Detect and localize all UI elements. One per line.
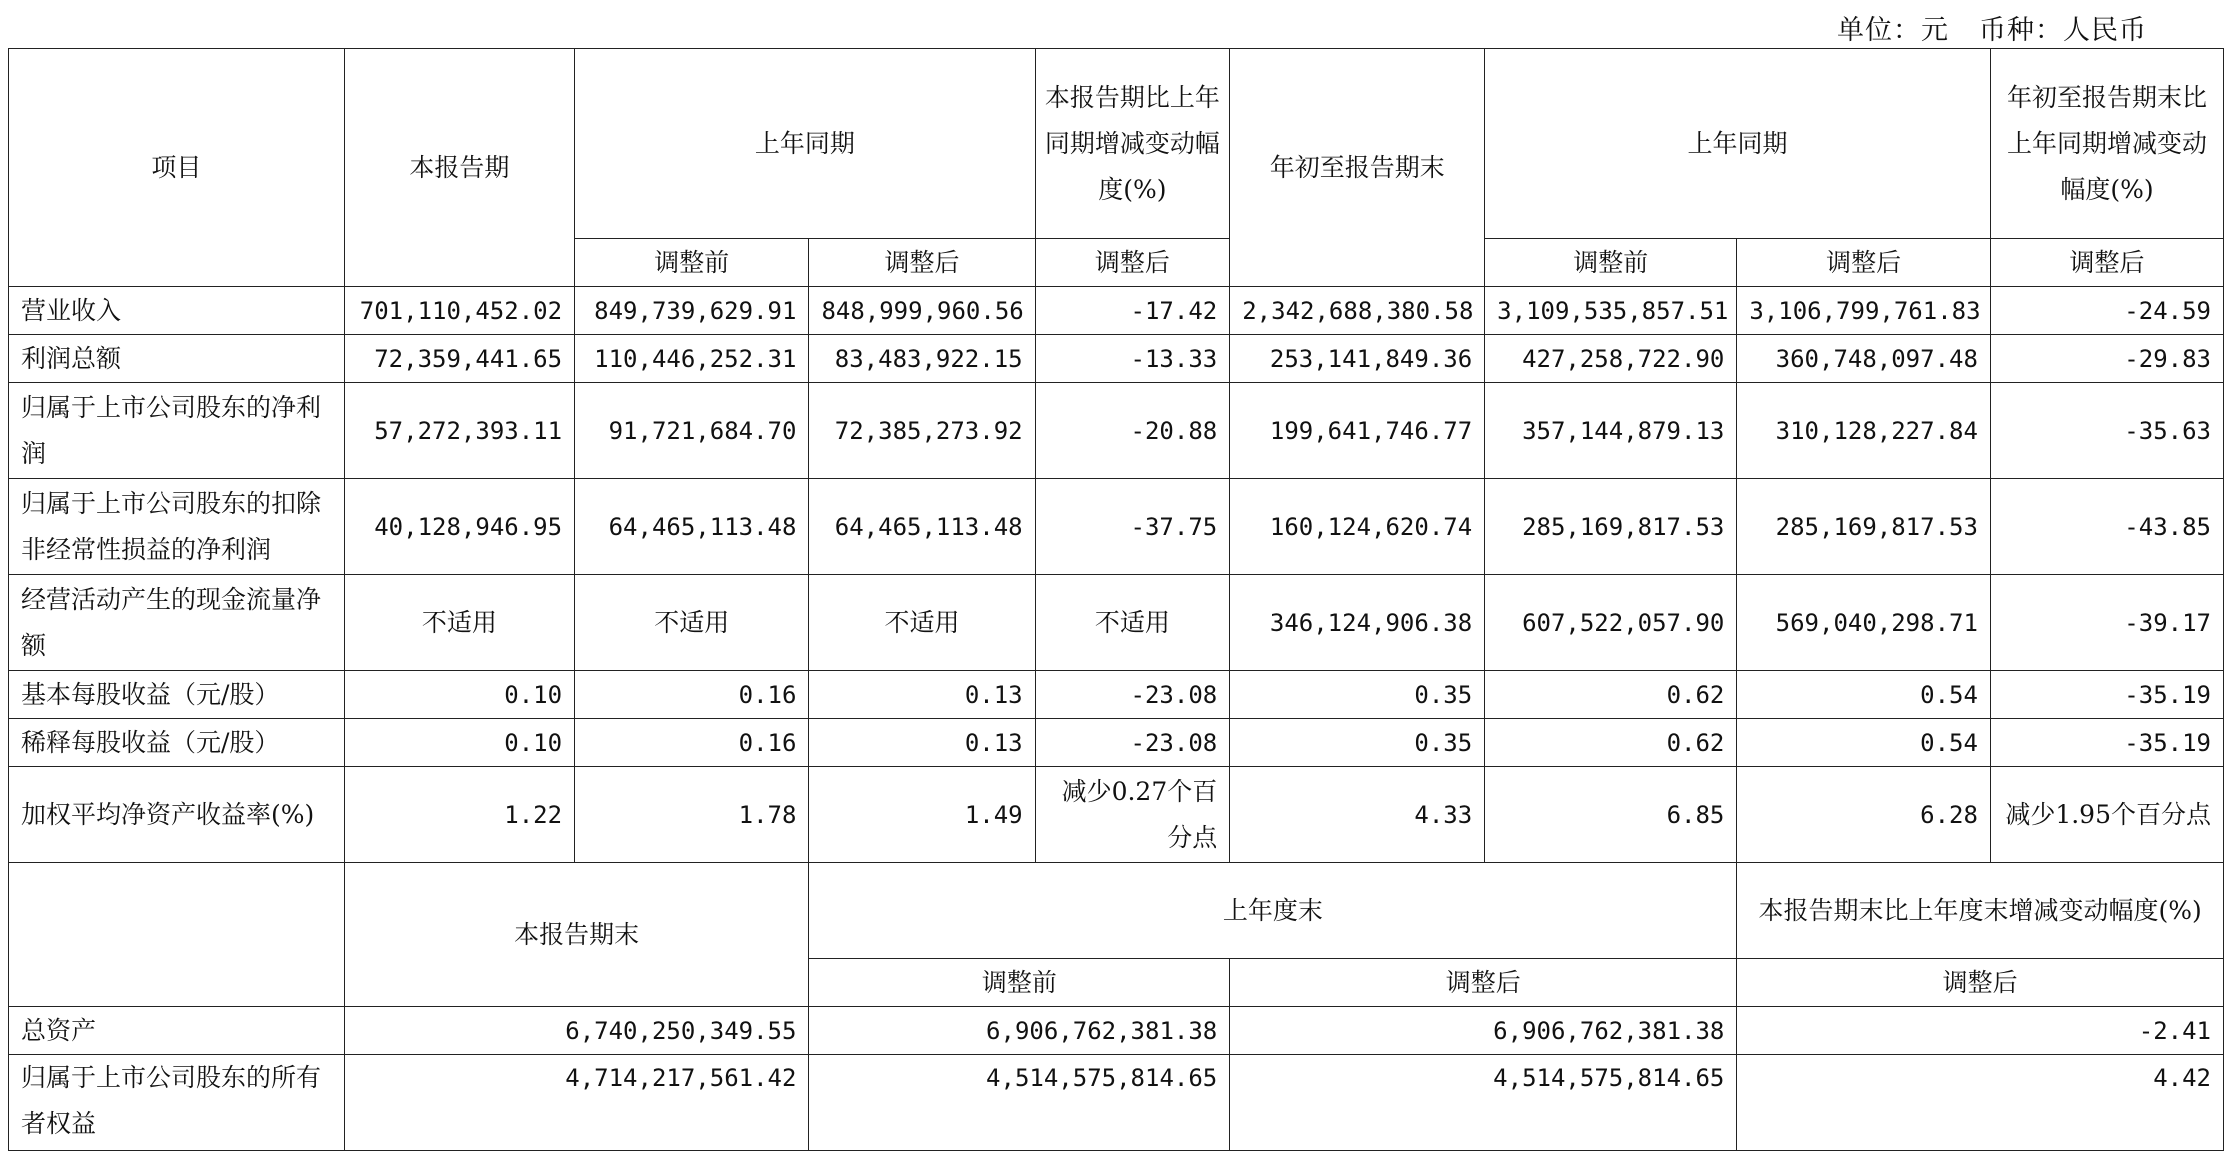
table-row xyxy=(9,671,2224,719)
header-after-adjust: 调整后 xyxy=(809,239,1035,287)
cell-ytd-prev-after: 0.54 xyxy=(1737,719,1991,767)
financial-data-table xyxy=(8,48,2224,1151)
header-change-after-adjust: 调整后 xyxy=(1035,239,1230,287)
header-current-period: 本报告期 xyxy=(344,49,574,287)
cell-ytd-change: -35.19 xyxy=(1990,719,2223,767)
row-label: 利润总额 xyxy=(9,335,345,383)
header-before-adjust: 调整前 xyxy=(575,239,809,287)
cell-ytd: 4.33 xyxy=(1230,767,1485,863)
cell-ytd-change: -24.59 xyxy=(1990,287,2223,335)
cell-ytd-prev-after: 0.54 xyxy=(1737,671,1991,719)
cell-ytd-prev-after: 360,748,097.48 xyxy=(1737,335,1991,383)
cell-ytd-change: -35.63 xyxy=(1990,383,2223,479)
cell-ytd: 0.35 xyxy=(1230,671,1485,719)
table-row xyxy=(9,1007,2224,1055)
table-row xyxy=(9,479,2224,575)
balance-header-period-end: 本报告期末 xyxy=(344,863,809,1007)
row-label: 归属于上市公司股东的净利润 xyxy=(9,383,345,479)
cell-current: 0.10 xyxy=(344,719,574,767)
cell-ytd-prev-before: 607,522,057.90 xyxy=(1485,575,1737,671)
cell-change: -20.88 xyxy=(1035,383,1230,479)
cell-prev-before: 64,465,113.48 xyxy=(575,479,809,575)
cell-current: 57,272,393.11 xyxy=(344,383,574,479)
cell-prev-before: 0.16 xyxy=(575,671,809,719)
cell-ytd: 0.35 xyxy=(1230,719,1485,767)
cell-ytd-prev-after: 285,169,817.53 xyxy=(1737,479,1991,575)
cell-prev-after: 0.13 xyxy=(809,671,1035,719)
header-change-current: 本报告期比上年同期增减变动幅度(%) xyxy=(1035,49,1230,239)
balance-header-empty xyxy=(9,863,345,1007)
cell-prev-after: 0.13 xyxy=(809,719,1035,767)
cell-ytd-prev-before: 285,169,817.53 xyxy=(1485,479,1737,575)
header-ytd-change-after-adjust: 调整后 xyxy=(1990,239,2223,287)
header-prior-same-period-ytd: 上年同期 xyxy=(1485,49,1991,239)
cell-change: 不适用 xyxy=(1035,575,1230,671)
table-row xyxy=(9,383,2224,479)
cell-ytd-prev-before: 0.62 xyxy=(1485,719,1737,767)
cell-change: -23.08 xyxy=(1035,719,1230,767)
cell-ytd-change: -29.83 xyxy=(1990,335,2223,383)
cell-ytd-change: -35.19 xyxy=(1990,671,2223,719)
cell-current: 不适用 xyxy=(344,575,574,671)
cell-prev-before: 0.16 xyxy=(575,719,809,767)
cell-ytd: 253,141,849.36 xyxy=(1230,335,1485,383)
header-ytd-before-adjust: 调整前 xyxy=(1485,239,1737,287)
unit-label: 单位：元 xyxy=(1837,15,1949,46)
cell-prev-before: 110,446,252.31 xyxy=(575,335,809,383)
cell-change: 减少0.27个百分点 xyxy=(1035,767,1230,863)
cell-current: 0.10 xyxy=(344,671,574,719)
cell-ytd: 2,342,688,380.58 xyxy=(1230,287,1485,335)
cell-prior-after: 4,514,575,814.65 xyxy=(1230,1055,1737,1151)
table-row xyxy=(9,335,2224,383)
cell-ytd-prev-before: 357,144,879.13 xyxy=(1485,383,1737,479)
unit-currency-line xyxy=(1837,8,2147,47)
row-label: 稀释每股收益（元/股） xyxy=(9,719,345,767)
balance-header-prior-year-end: 上年度末 xyxy=(809,863,1737,959)
cell-ytd-prev-before: 6.85 xyxy=(1485,767,1737,863)
cell-prev-after: 1.49 xyxy=(809,767,1035,863)
cell-prev-before: 不适用 xyxy=(575,575,809,671)
cell-change: 4.42 xyxy=(1737,1055,2224,1151)
table-row xyxy=(9,287,2224,335)
cell-prev-before: 849,739,629.91 xyxy=(575,287,809,335)
cell-prev-before: 91,721,684.70 xyxy=(575,383,809,479)
cell-ytd-prev-after: 310,128,227.84 xyxy=(1737,383,1991,479)
cell-ytd-change: -39.17 xyxy=(1990,575,2223,671)
cell-prev-after: 64,465,113.48 xyxy=(809,479,1035,575)
table-row xyxy=(9,575,2224,671)
cell-change: -23.08 xyxy=(1035,671,1230,719)
balance-header-change: 本报告期末比上年度末增减变动幅度(%) xyxy=(1737,863,2224,959)
cell-current: 40,128,946.95 xyxy=(344,479,574,575)
header-ytd: 年初至报告期末 xyxy=(1230,49,1485,287)
currency-label: 币种：人民币 xyxy=(1979,15,2147,46)
cell-prev-after: 72,385,273.92 xyxy=(809,383,1035,479)
cell-current: 72,359,441.65 xyxy=(344,335,574,383)
cell-period-end: 4,714,217,561.42 xyxy=(344,1055,809,1151)
cell-prior-after: 6,906,762,381.38 xyxy=(1230,1007,1737,1055)
cell-ytd-prev-before: 3,109,535,857.51 xyxy=(1485,287,1737,335)
table-row xyxy=(9,719,2224,767)
cell-ytd-prev-after: 3,106,799,761.83 xyxy=(1737,287,1991,335)
cell-ytd-prev-after: 569,040,298.71 xyxy=(1737,575,1991,671)
cell-ytd: 346,124,906.38 xyxy=(1230,575,1485,671)
row-label: 营业收入 xyxy=(9,287,345,335)
row-label: 经营活动产生的现金流量净额 xyxy=(9,575,345,671)
cell-current: 701,110,452.02 xyxy=(344,287,574,335)
cell-prior-before: 6,906,762,381.38 xyxy=(809,1007,1230,1055)
cell-ytd-prev-before: 0.62 xyxy=(1485,671,1737,719)
table-row xyxy=(9,1055,2224,1151)
cell-ytd-prev-before: 427,258,722.90 xyxy=(1485,335,1737,383)
cell-prev-after: 不适用 xyxy=(809,575,1035,671)
row-label: 归属于上市公司股东的所有者权益 xyxy=(9,1055,345,1151)
balance-header-change-after-adjust: 调整后 xyxy=(1737,959,2224,1007)
cell-prev-before: 1.78 xyxy=(575,767,809,863)
header-item: 项目 xyxy=(9,49,345,287)
row-label: 归属于上市公司股东的扣除非经常性损益的净利润 xyxy=(9,479,345,575)
cell-ytd-change: -43.85 xyxy=(1990,479,2223,575)
cell-change: -37.75 xyxy=(1035,479,1230,575)
cell-current: 1.22 xyxy=(344,767,574,863)
header-prior-same-period: 上年同期 xyxy=(575,49,1036,239)
cell-prev-after: 848,999,960.56 xyxy=(809,287,1035,335)
cell-change: -17.42 xyxy=(1035,287,1230,335)
cell-ytd: 160,124,620.74 xyxy=(1230,479,1485,575)
header-ytd-after-adjust: 调整后 xyxy=(1737,239,1991,287)
row-label: 基本每股收益（元/股） xyxy=(9,671,345,719)
cell-change: -2.41 xyxy=(1737,1007,2224,1055)
balance-header-before-adjust: 调整前 xyxy=(809,959,1230,1007)
table-row xyxy=(9,767,2224,863)
cell-change: -13.33 xyxy=(1035,335,1230,383)
cell-ytd: 199,641,746.77 xyxy=(1230,383,1485,479)
row-label: 总资产 xyxy=(9,1007,345,1055)
cell-prior-before: 4,514,575,814.65 xyxy=(809,1055,1230,1151)
cell-ytd-prev-after: 6.28 xyxy=(1737,767,1991,863)
cell-prev-after: 83,483,922.15 xyxy=(809,335,1035,383)
cell-ytd-change: 减少1.95个百分点 xyxy=(1990,767,2223,863)
cell-period-end: 6,740,250,349.55 xyxy=(344,1007,809,1055)
balance-header-after-adjust: 调整后 xyxy=(1230,959,1737,1007)
row-label: 加权平均净资产收益率(%) xyxy=(9,767,345,863)
header-change-ytd: 年初至报告期末比上年同期增减变动幅度(%) xyxy=(1990,49,2223,239)
